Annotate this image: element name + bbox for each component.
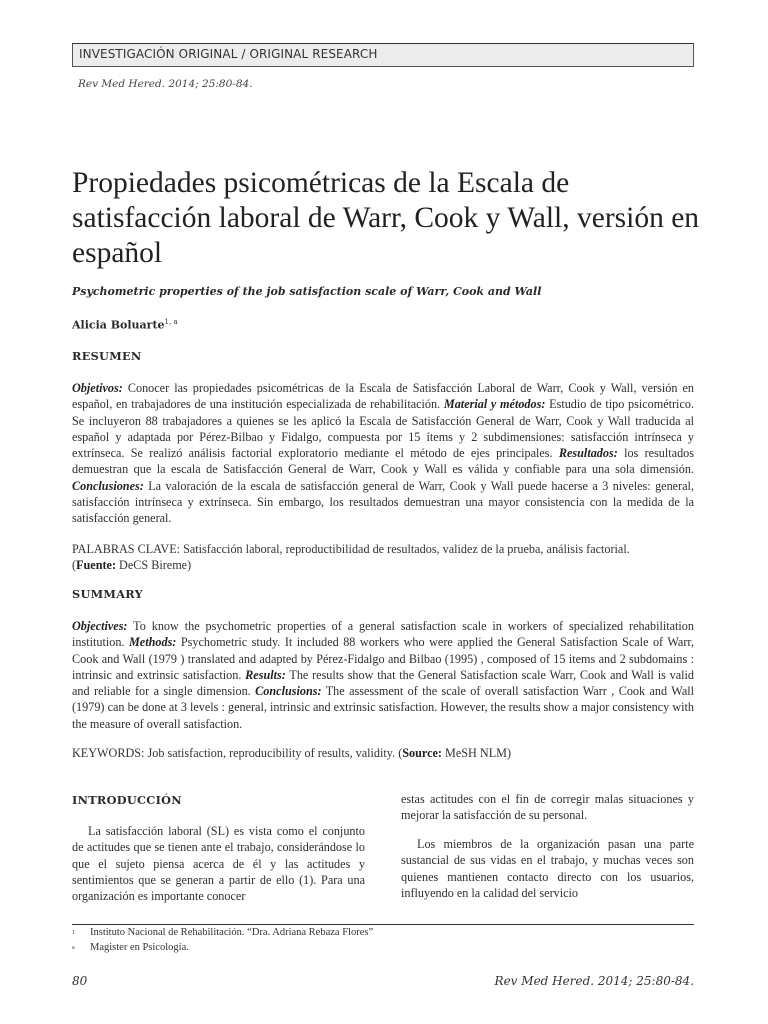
keywords xyxy=(72,745,694,761)
journal-citation-top: Rev Med Hered. 2014; 25:80-84. xyxy=(78,78,253,90)
summary-heading: SUMMARY xyxy=(72,587,143,601)
footnote-2-text: Magister en Psicología. xyxy=(90,942,189,953)
author-affiliations: 1, a xyxy=(164,318,178,326)
material-label: Material y métodos: xyxy=(443,397,546,412)
intro-right-paragraph-1: estas actitudes con el fin de corregir malas situaciones y mejorar la satisfacción de su personal. xyxy=(401,792,694,823)
results-text: The results show that the General Satisfaction scale Warr, Cook and Wall is valid and reliable for a single dimension. xyxy=(72,667,694,699)
resumen-heading: RESUMEN xyxy=(72,349,142,363)
material-text: Estudio de tipo psicométrico. Se incluyeron 88 trabajadores a quienes se les aplicó la Escala de Satisfacción General de Warr, Cook y Wall traducida al español y adaptada por Pérez-Bilbao y Fidalgo, compuesta por 15 ítems y 2 subdimensiones: satisfacción intrínseca y extrínseca. Se realizó análisis factorial exploratorio mediante el método de ejes principales. xyxy=(72,397,694,461)
footnote-1-text: Instituto Nacional de Rehabilitación. “Dra. Adriana Rebaza Flores” xyxy=(90,927,374,938)
footnote-2 xyxy=(72,942,189,953)
author-name: Alicia Boluarte xyxy=(72,318,165,332)
footnote-2-mark: a xyxy=(72,944,75,951)
section-band: INVESTIGACIÓN ORIGINAL / ORIGINAL RESEARCH xyxy=(72,43,694,67)
source-text: MeSH NLM) xyxy=(441,746,512,760)
intro-right-paragraph-2: Los miembros de la organización pasan una parte sustancial de sus vidas en el trabajo, y muchas veces son quienes mantienen contacto directo con los usuarios, influyendo en la calidad del servicio xyxy=(401,837,694,900)
footnote-1-mark: 1 xyxy=(72,929,75,936)
objectives-label: Objectives: xyxy=(72,619,128,633)
objetivos-label: Objetivos: xyxy=(72,381,123,395)
methods-label: Methods: xyxy=(128,635,177,650)
palabras-clave xyxy=(72,541,672,574)
footnote-rule xyxy=(72,924,694,925)
methods-text: Psychometric study. It included 88 workers who were applied the General Satisfaction Scale of Warr, Cook and Wall (1979 ) translated and adapted by Pérez-Fidalgo and Bilbao (1995) , composed of 15 items and 2 subdomains : intrinsic and extrinsic satisfaction. xyxy=(72,635,694,682)
conclusiones-label: Conclusiones: xyxy=(72,478,144,493)
introduccion-heading: INTRODUCCIÓN xyxy=(72,793,182,807)
results-label: Results: xyxy=(245,667,286,682)
article-title: Propiedades psicométricas de la Escala de satisfacción laboral de Warr, Cook y Wall, versión en español xyxy=(72,167,700,269)
conclusiones-text: La valoración de la escala de satisfacción general de Warr, Cook y Wall puede hacerse a 3 niveles: general, satisfacción intrínseca y extrínseca. Sin embargo, los resultados demuestran una mayor consistencia con la medida de la satisfacción general. xyxy=(72,478,694,526)
intro-left-paragraph: La satisfacción laboral (SL) es vista como el conjunto de actitudes que se tienen ante el trabajo, considerándose lo que el sujeto piensa acerca de él y las actitudes y sentimientos que se generan a partir de ello (1). Para una organización es importante conocer xyxy=(72,824,365,904)
fuente-label: Fuente: xyxy=(76,558,116,573)
resultados-text: los resultados demuestran que la escala de Satisfacción General de Warr, Cook y Wall es válida y confiable para una sola dimensión. xyxy=(72,446,694,477)
resumen-paragraph xyxy=(72,380,694,527)
source-label: Source: xyxy=(402,746,442,760)
keywords-text: KEYWORDS: Job satisfaction, reproducibility of results, validity. ( xyxy=(72,746,403,760)
page-number: 80 xyxy=(72,974,88,988)
objetivos-text: Conocer las propiedades psicométricas de la Escala de Satisfacción Laboral de Warr, Cook y Wall, versión en español, en trabajadores de una institución especializada de rehabilitación. xyxy=(72,381,694,412)
english-title: Psychometric properties of the job satisfaction scale of Warr, Cook and Wall xyxy=(72,285,542,298)
conclusions-label: Conclusions: xyxy=(255,684,322,699)
palabras-clave-text: PALABRAS CLAVE: Satisfacción laboral, reproductibilidad de resultados, validez de la prueba, análisis factorial. ( xyxy=(72,542,630,573)
journal-citation-bottom: Rev Med Hered. 2014; 25:80-84. xyxy=(494,974,694,988)
fuente-text: DeCS Bireme) xyxy=(116,558,192,573)
summary-paragraph xyxy=(72,618,694,732)
footnote-1 xyxy=(72,927,373,938)
objectives-text: To know the psychometric properties of a general satisfaction scale in workers of specialized rehabilitation institution. xyxy=(72,619,694,650)
resultados-label: Resultados: xyxy=(558,446,618,461)
author xyxy=(72,318,178,332)
conclusions-text: The assessment of the scale of overall satisfaction Warr , Cook and Wall (1979) can be done at 3 levels : general, intrinsic and extrinsic satisfaction. However, the results show a major consistency with the measure of overall satisfaction. xyxy=(72,684,695,731)
